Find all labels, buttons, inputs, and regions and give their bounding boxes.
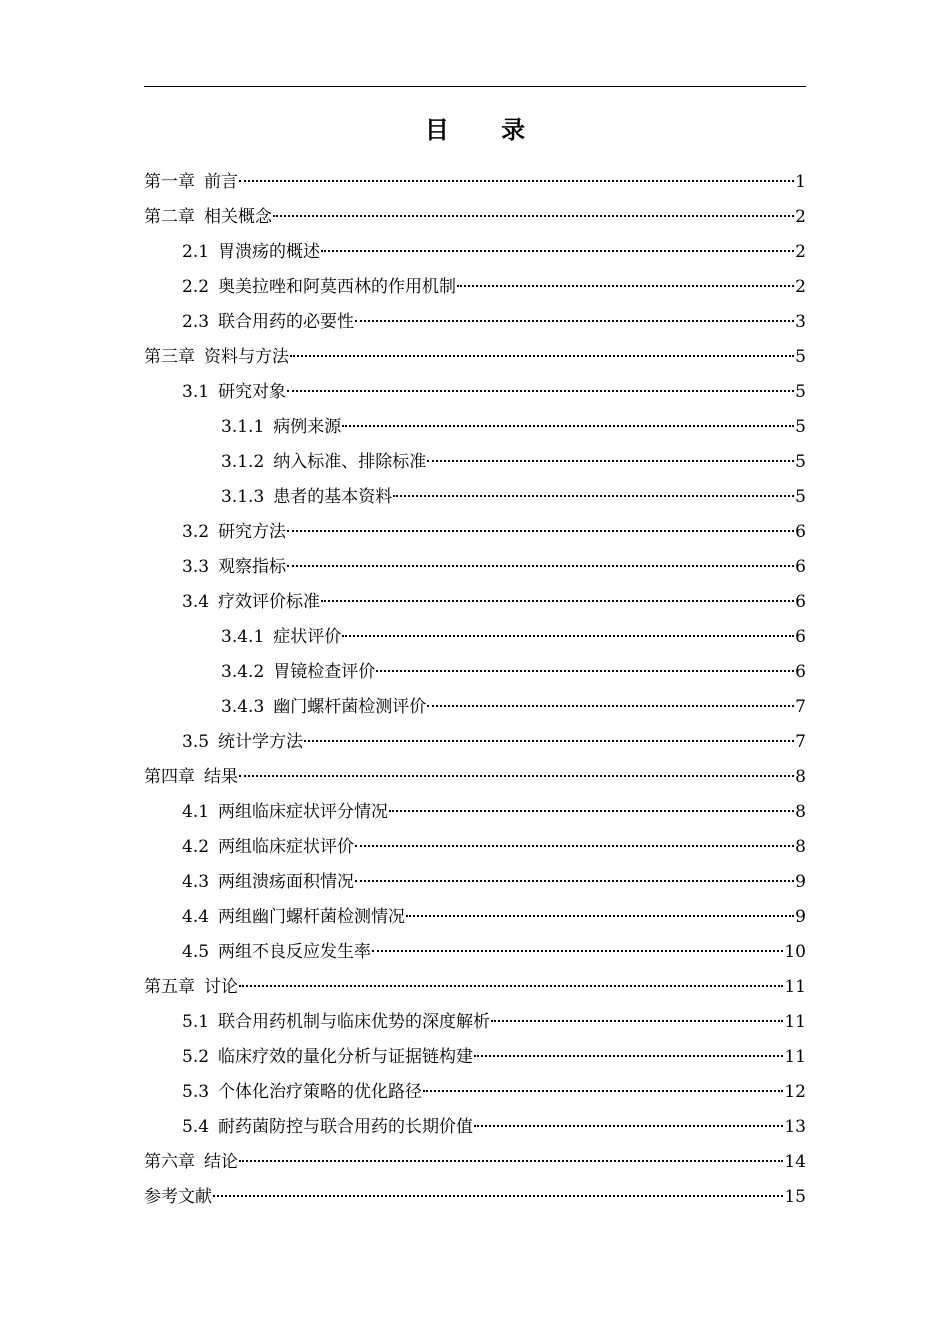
toc-entry-title: 临床疗效的量化分析与证据链构建 bbox=[218, 1047, 474, 1067]
toc-entry-title: 幽门螺杆菌检测评价 bbox=[273, 697, 427, 717]
toc-dot-leader bbox=[474, 1125, 783, 1127]
toc-entry-page: 1 bbox=[795, 172, 806, 192]
toc-entry-page: 8 bbox=[795, 837, 806, 857]
toc-entry-number: 第二章 bbox=[144, 207, 195, 227]
toc-entry[interactable] bbox=[144, 796, 806, 831]
toc-entry[interactable] bbox=[144, 166, 806, 201]
toc-entry[interactable] bbox=[144, 446, 806, 481]
toc-entry-page: 11 bbox=[784, 1047, 806, 1067]
toc-entry-page: 2 bbox=[795, 277, 806, 297]
toc-entry[interactable] bbox=[144, 1006, 806, 1041]
toc-entry-page: 3 bbox=[795, 312, 806, 332]
toc-entry-title: 症状评价 bbox=[273, 627, 342, 647]
toc-entry[interactable] bbox=[144, 306, 806, 341]
toc-dot-leader bbox=[423, 1090, 783, 1092]
toc-entry-title: 参考文献 bbox=[144, 1187, 212, 1207]
toc-entry-page: 5 bbox=[795, 417, 806, 437]
toc-entry[interactable] bbox=[144, 901, 806, 936]
toc-entry-number: 4.5 bbox=[182, 942, 210, 962]
toc-entry-page: 9 bbox=[795, 907, 806, 927]
toc-entry-title: 资料与方法 bbox=[204, 347, 289, 367]
toc-dot-leader bbox=[474, 1055, 783, 1057]
toc-entry[interactable] bbox=[144, 201, 806, 236]
toc-entry-number: 3.5 bbox=[182, 732, 210, 752]
toc-entry[interactable] bbox=[144, 726, 806, 761]
toc-dot-leader bbox=[239, 775, 794, 777]
toc-entry-number: 2.1 bbox=[182, 242, 210, 262]
toc-entry-title: 结果 bbox=[204, 767, 238, 787]
toc-entry-number: 5.4 bbox=[182, 1117, 210, 1137]
toc-entry[interactable] bbox=[144, 761, 806, 796]
toc-dot-leader bbox=[304, 740, 794, 742]
toc-entry[interactable] bbox=[144, 1146, 806, 1181]
toc-entry-number: 2.2 bbox=[182, 277, 210, 297]
toc-entry-number: 第五章 bbox=[144, 977, 195, 997]
toc-dot-leader bbox=[355, 320, 794, 322]
toc-entry-title: 两组溃疡面积情况 bbox=[218, 872, 355, 892]
toc-entry-title: 结论 bbox=[204, 1152, 238, 1172]
toc-entry-number: 3.4.3 bbox=[221, 697, 265, 717]
toc-dot-leader bbox=[290, 355, 794, 357]
toc-dot-leader bbox=[321, 600, 794, 602]
toc-entry[interactable] bbox=[144, 411, 806, 446]
toc-entry-page: 6 bbox=[795, 522, 806, 542]
toc-dot-leader bbox=[491, 1020, 783, 1022]
toc-dot-leader bbox=[376, 670, 794, 672]
toc-entry-title: 奥美拉唑和阿莫西林的作用机制 bbox=[218, 277, 457, 297]
toc-entry-number: 第三章 bbox=[144, 347, 195, 367]
toc-title: 目 录 bbox=[424, 116, 548, 144]
toc-entry-page: 9 bbox=[795, 872, 806, 892]
toc-entry-number: 3.3 bbox=[182, 557, 210, 577]
toc-entry-number: 4.1 bbox=[182, 802, 210, 822]
toc-dot-leader bbox=[355, 845, 794, 847]
toc-entry-title: 胃溃疡的概述 bbox=[218, 242, 321, 262]
toc-dot-leader bbox=[342, 425, 794, 427]
toc-dot-leader bbox=[287, 530, 794, 532]
toc-dot-leader bbox=[406, 915, 794, 917]
toc-entry-number: 第四章 bbox=[144, 767, 195, 787]
toc-entry-number: 3.4.1 bbox=[221, 627, 265, 647]
toc-entry-page: 8 bbox=[795, 767, 806, 787]
toc-entry-title: 观察指标 bbox=[218, 557, 287, 577]
toc-dot-leader bbox=[393, 495, 794, 497]
toc-entry-title: 相关概念 bbox=[204, 207, 272, 227]
toc-entry-number: 3.1 bbox=[182, 382, 210, 402]
toc-dot-leader bbox=[372, 950, 783, 952]
toc-entry[interactable] bbox=[144, 656, 806, 691]
toc-entry-title: 讨论 bbox=[204, 977, 238, 997]
toc-dot-leader bbox=[287, 565, 794, 567]
toc-entry-title: 统计学方法 bbox=[218, 732, 304, 752]
toc-dot-leader bbox=[213, 1195, 783, 1197]
toc-entry[interactable] bbox=[144, 621, 806, 656]
toc-entry-title: 研究对象 bbox=[218, 382, 287, 402]
toc-entry[interactable] bbox=[144, 236, 806, 271]
toc-dot-leader bbox=[239, 180, 794, 182]
toc-entry-number: 3.1.3 bbox=[221, 487, 265, 507]
toc-entry-number: 5.2 bbox=[182, 1047, 210, 1067]
toc-entry[interactable] bbox=[144, 1111, 806, 1146]
toc-entry-title: 联合用药机制与临床优势的深度解析 bbox=[218, 1012, 491, 1032]
toc-entry-title: 联合用药的必要性 bbox=[218, 312, 355, 332]
toc-entry-page: 12 bbox=[784, 1082, 806, 1102]
toc-entry-number: 3.4 bbox=[182, 592, 210, 612]
toc-entry-page: 11 bbox=[784, 977, 806, 997]
toc-dot-leader bbox=[457, 285, 794, 287]
toc-entry[interactable] bbox=[144, 866, 806, 901]
toc-dot-leader bbox=[389, 810, 794, 812]
toc-entry-title: 两组幽门螺杆菌检测情况 bbox=[218, 907, 406, 927]
toc-dot-leader bbox=[427, 705, 794, 707]
toc-entry-page: 6 bbox=[795, 557, 806, 577]
toc-entry-title: 患者的基本资料 bbox=[273, 487, 393, 507]
toc-entry-number: 4.2 bbox=[182, 837, 210, 857]
toc-entry[interactable] bbox=[144, 831, 806, 866]
toc-entry-page: 6 bbox=[795, 627, 806, 647]
toc-entry-number: 3.1.1 bbox=[221, 417, 265, 437]
toc-entry[interactable] bbox=[144, 341, 806, 376]
toc-entry-title: 病例来源 bbox=[273, 417, 342, 437]
header-rule bbox=[144, 86, 806, 87]
toc-entry-number: 3.2 bbox=[182, 522, 210, 542]
toc-dot-leader bbox=[342, 635, 794, 637]
toc-dot-leader bbox=[287, 390, 794, 392]
toc-entry-page: 5 bbox=[795, 347, 806, 367]
toc-entry-title: 研究方法 bbox=[218, 522, 287, 542]
toc-entry[interactable] bbox=[144, 481, 806, 516]
toc-entry-number: 5.1 bbox=[182, 1012, 210, 1032]
toc-entry-page: 15 bbox=[784, 1187, 806, 1207]
toc-entry-page: 14 bbox=[784, 1152, 806, 1172]
toc-entry-title: 前言 bbox=[204, 172, 238, 192]
toc-entry-title: 疗效评价标准 bbox=[218, 592, 321, 612]
toc-entry-title: 两组不良反应发生率 bbox=[218, 942, 372, 962]
toc-entry-title: 两组临床症状评分情况 bbox=[218, 802, 389, 822]
toc-dot-leader bbox=[239, 985, 783, 987]
toc-entry-title: 纳入标准、排除标准 bbox=[273, 452, 427, 472]
toc-entry-title: 两组临床症状评价 bbox=[218, 837, 355, 857]
toc-dot-leader bbox=[427, 460, 794, 462]
toc-entry-number: 4.4 bbox=[182, 907, 210, 927]
toc-entry-number: 4.3 bbox=[182, 872, 210, 892]
toc-entry-number: 2.3 bbox=[182, 312, 210, 332]
toc-entry[interactable] bbox=[144, 971, 806, 1006]
toc-dot-leader bbox=[273, 215, 794, 217]
toc-entry[interactable] bbox=[144, 376, 806, 411]
toc-entry-page: 11 bbox=[784, 1012, 806, 1032]
toc-entry-title: 胃镜检查评价 bbox=[273, 662, 376, 682]
toc-entry-title: 个体化治疗策略的优化路径 bbox=[218, 1082, 423, 1102]
toc-entry-page: 8 bbox=[795, 802, 806, 822]
toc-entry-page: 7 bbox=[795, 732, 806, 752]
toc-entry[interactable] bbox=[144, 271, 806, 306]
toc-entry-number: 5.3 bbox=[182, 1082, 210, 1102]
toc-entry-page: 2 bbox=[795, 242, 806, 262]
toc-entry[interactable] bbox=[144, 516, 806, 551]
toc-entry-page: 6 bbox=[795, 592, 806, 612]
toc-entry-number: 第六章 bbox=[144, 1152, 195, 1172]
toc-entry-page: 5 bbox=[795, 452, 806, 472]
toc-dot-leader bbox=[321, 250, 794, 252]
toc-list bbox=[144, 166, 806, 1216]
toc-entry[interactable] bbox=[144, 586, 806, 621]
toc-entry-number: 第一章 bbox=[144, 172, 195, 192]
toc-entry[interactable] bbox=[144, 551, 806, 586]
toc-entry-page: 2 bbox=[795, 207, 806, 227]
toc-entry-number: 3.4.2 bbox=[221, 662, 265, 682]
toc-entry[interactable] bbox=[144, 936, 806, 971]
toc-entry-page: 7 bbox=[795, 697, 806, 717]
toc-entry[interactable] bbox=[144, 1041, 806, 1076]
toc-entry-page: 6 bbox=[795, 662, 806, 682]
toc-entry-title: 耐药菌防控与联合用药的长期价值 bbox=[218, 1117, 474, 1137]
toc-entry-page: 5 bbox=[795, 487, 806, 507]
toc-entry[interactable] bbox=[144, 1181, 806, 1216]
toc-entry[interactable] bbox=[144, 691, 806, 726]
toc-entry-page: 13 bbox=[784, 1117, 806, 1137]
toc-dot-leader bbox=[239, 1160, 783, 1162]
toc-entry-page: 10 bbox=[784, 942, 806, 962]
toc-dot-leader bbox=[355, 880, 794, 882]
toc-entry-number: 3.1.2 bbox=[221, 452, 265, 472]
toc-entry[interactable] bbox=[144, 1076, 806, 1111]
toc-entry-page: 5 bbox=[795, 382, 806, 402]
